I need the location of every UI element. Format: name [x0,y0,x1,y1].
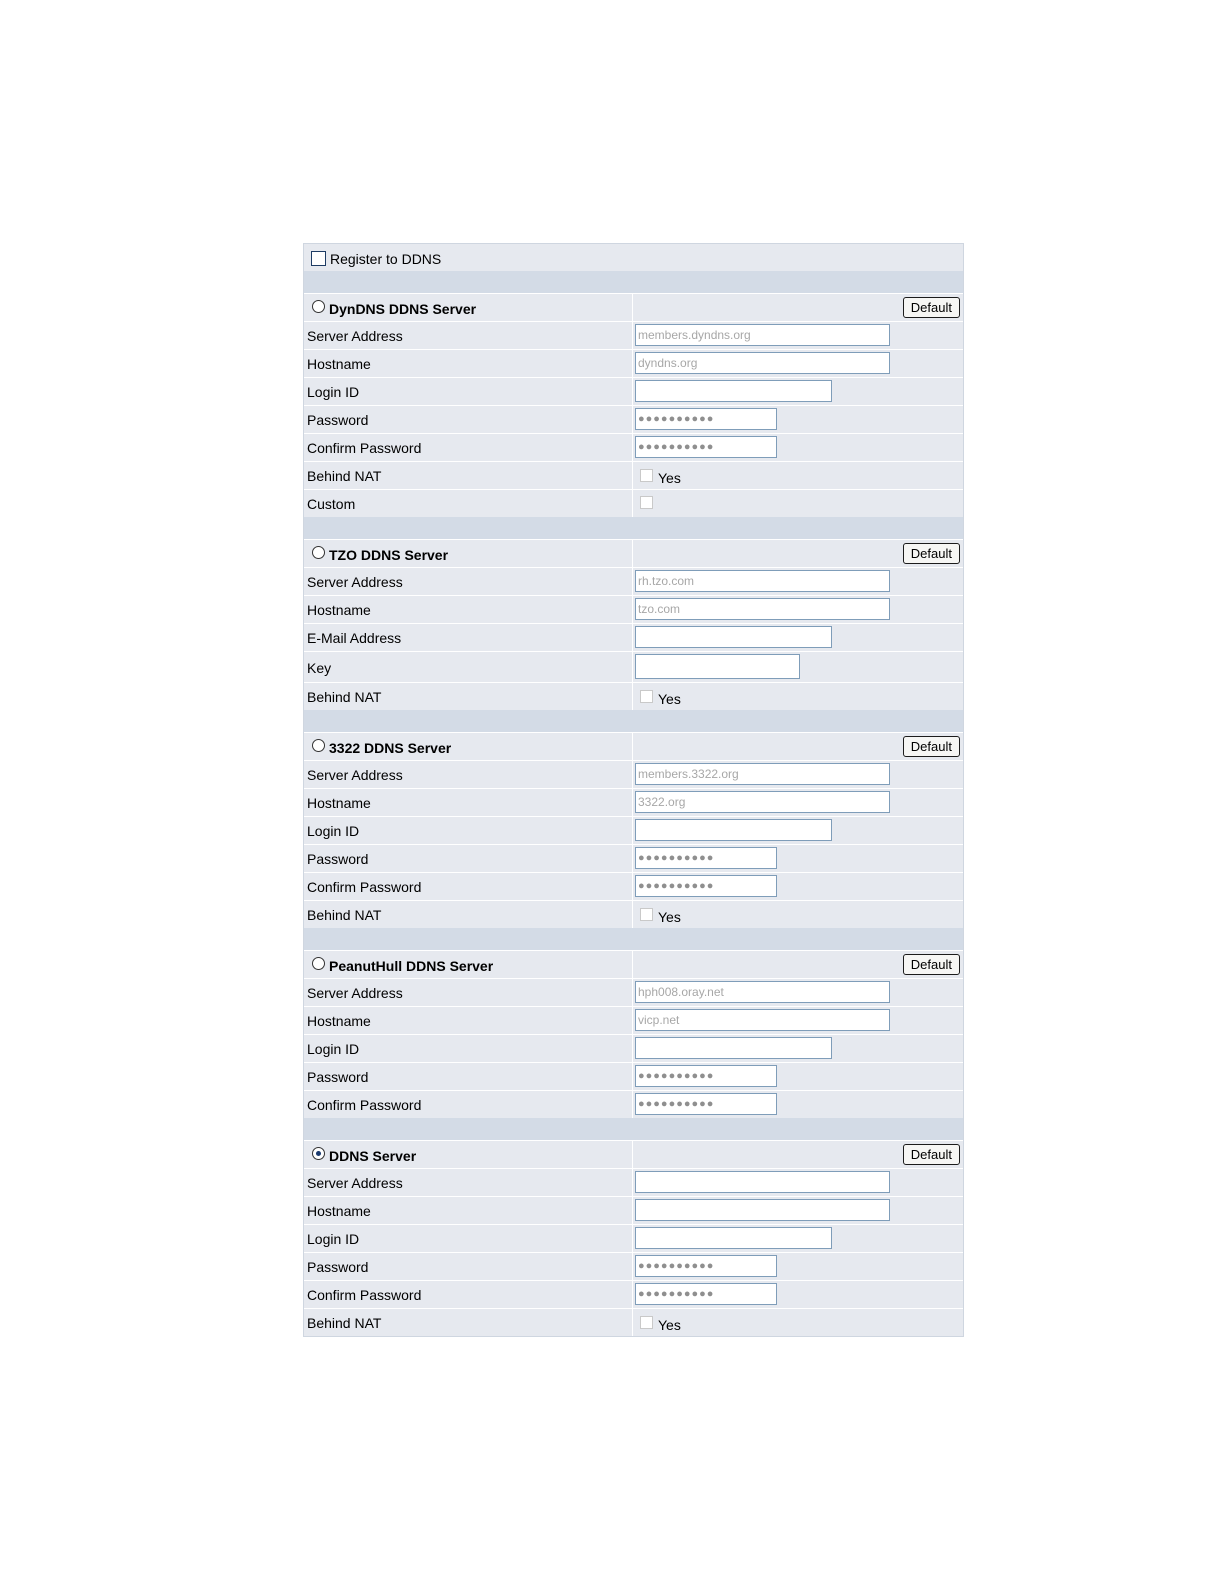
s3322-password-input[interactable]: ●●●●●●●●●● [635,847,777,869]
dyndns-confirm-row [304,433,963,461]
behind-nat-label: Behind NAT [307,468,382,484]
peanut-hostname-row [304,1006,963,1034]
custom-password-input[interactable]: ●●●●●●●●●● [635,1255,777,1277]
peanut-login-row [304,1034,963,1062]
password-label: Password [307,851,369,867]
confirm-password-label: Confirm Password [307,1287,422,1303]
email-address-label: E-Mail Address [307,630,402,646]
dyndns-login-row [304,377,963,405]
custom-hostname-input[interactable] [635,1199,890,1221]
custom-ddns-radio[interactable] [312,1147,325,1160]
s3322-default-button[interactable]: Default [903,736,960,757]
dyndns-hostname-input[interactable]: dyndns.org [635,352,890,374]
peanut-confirm-input[interactable]: ●●●●●●●●●● [635,1093,777,1115]
behind-nat-label: Behind NAT [307,1315,382,1331]
section-spacer [304,928,963,950]
custom-login-row [304,1224,963,1252]
dyndns-confirm-input[interactable]: ●●●●●●●●●● [635,436,777,458]
s3322-radio[interactable] [312,739,325,752]
register-row [304,244,963,271]
tzo-key-row [304,651,963,682]
s3322-title: 3322 DDNS Server [329,740,452,756]
password-label: Password [307,1259,369,1275]
confirm-password-label: Confirm Password [307,1097,422,1113]
server-address-label: Server Address [307,1175,403,1191]
confirm-password-label: Confirm Password [307,440,422,456]
section-spacer [304,271,963,293]
tzo-default-button[interactable]: Default [903,543,960,564]
login-id-label: Login ID [307,823,360,839]
register-ddns-checkbox[interactable] [311,251,326,266]
tzo-server-address-row [304,567,963,595]
peanut-server-address-input[interactable]: hph008.oray.net [635,981,890,1003]
confirm-password-label: Confirm Password [307,879,422,895]
custom-server-address-input[interactable] [635,1171,890,1193]
server-address-label: Server Address [307,767,403,783]
s3322-login-input[interactable] [635,819,832,841]
password-label: Password [307,412,369,428]
behind-nat-label: Behind NAT [307,689,382,705]
custom-nat-row [304,1308,963,1336]
tzo-email-input[interactable] [635,626,832,648]
tzo-hostname-input[interactable]: tzo.com [635,598,890,620]
ddns-settings-panel [303,243,964,1337]
dyndns-password-input[interactable]: ●●●●●●●●●● [635,408,777,430]
custom-server-address-row [304,1168,963,1196]
dyndns-password-row [304,405,963,433]
dyndns-nat-row [304,461,963,489]
dyndns-title: DynDNS DDNS Server [329,301,477,317]
custom-nat-checkbox[interactable] [640,1316,653,1329]
section-spacer [304,710,963,732]
dyndns-custom-row [304,489,963,517]
peanut-title: PeanutHull DDNS Server [329,958,494,974]
peanut-login-input[interactable] [635,1037,832,1059]
s3322-confirm-input[interactable]: ●●●●●●●●●● [635,875,777,897]
s3322-nat-row [304,900,963,928]
custom-confirm-input[interactable]: ●●●●●●●●●● [635,1283,777,1305]
dyndns-default-button[interactable]: Default [903,297,960,318]
custom-login-input[interactable] [635,1227,832,1249]
dyndns-server-address-row [304,321,963,349]
hostname-label: Hostname [307,1013,371,1029]
dyndns-radio[interactable] [312,300,325,313]
s3322-hostname-input[interactable]: 3322.org [635,791,890,813]
s3322-login-row [304,816,963,844]
hostname-label: Hostname [307,1203,371,1219]
hostname-label: Hostname [307,602,371,618]
tzo-key-input[interactable] [635,654,800,679]
dyndns-nat-checkbox[interactable] [640,469,653,482]
section-spacer [304,517,963,539]
login-id-label: Login ID [307,1231,360,1247]
server-address-label: Server Address [307,328,403,344]
tzo-header [304,539,963,567]
nat-yes-label: Yes [658,691,681,707]
password-label: Password [307,1069,369,1085]
peanut-confirm-row [304,1090,963,1118]
peanut-radio[interactable] [312,957,325,970]
section-spacer [304,1118,963,1140]
dyndns-login-input[interactable] [635,380,832,402]
dyndns-header [304,293,963,321]
server-address-label: Server Address [307,985,403,1001]
s3322-hostname-row [304,788,963,816]
s3322-password-row [304,844,963,872]
tzo-title: TZO DDNS Server [329,547,449,563]
register-ddns-label: Register to DDNS [330,251,442,267]
peanut-header [304,950,963,978]
tzo-email-row [304,623,963,651]
custom-confirm-row [304,1280,963,1308]
tzo-radio[interactable] [312,546,325,559]
behind-nat-label: Behind NAT [307,907,382,923]
tzo-server-address-input[interactable]: rh.tzo.com [635,570,890,592]
peanut-hostname-input[interactable]: vicp.net [635,1009,890,1031]
custom-ddns-title: DDNS Server [329,1148,417,1164]
tzo-nat-row [304,682,963,710]
peanut-password-row [304,1062,963,1090]
tzo-nat-checkbox[interactable] [640,690,653,703]
server-address-label: Server Address [307,574,403,590]
hostname-label: Hostname [307,356,371,372]
s3322-header [304,732,963,760]
tzo-hostname-row [304,595,963,623]
hostname-label: Hostname [307,795,371,811]
peanut-server-address-row [304,978,963,1006]
custom-password-row [304,1252,963,1280]
s3322-nat-checkbox[interactable] [640,908,653,921]
custom-ddns-header [304,1140,963,1168]
key-label: Key [307,660,332,676]
custom-label: Custom [307,496,356,512]
dyndns-hostname-row [304,349,963,377]
s3322-confirm-row [304,872,963,900]
dyndns-server-address-input[interactable]: members.dyndns.org [635,324,890,346]
nat-yes-label: Yes [658,1317,681,1333]
nat-yes-label: Yes [658,909,681,925]
custom-hostname-row [304,1196,963,1224]
dyndns-custom-checkbox[interactable] [640,496,653,509]
peanut-default-button[interactable]: Default [903,954,960,975]
s3322-server-address-input[interactable]: members.3322.org [635,763,890,785]
custom-ddns-default-button[interactable]: Default [903,1144,960,1165]
peanut-password-input[interactable]: ●●●●●●●●●● [635,1065,777,1087]
s3322-server-address-row [304,760,963,788]
nat-yes-label: Yes [658,470,681,486]
login-id-label: Login ID [307,1041,360,1057]
login-id-label: Login ID [307,384,360,400]
